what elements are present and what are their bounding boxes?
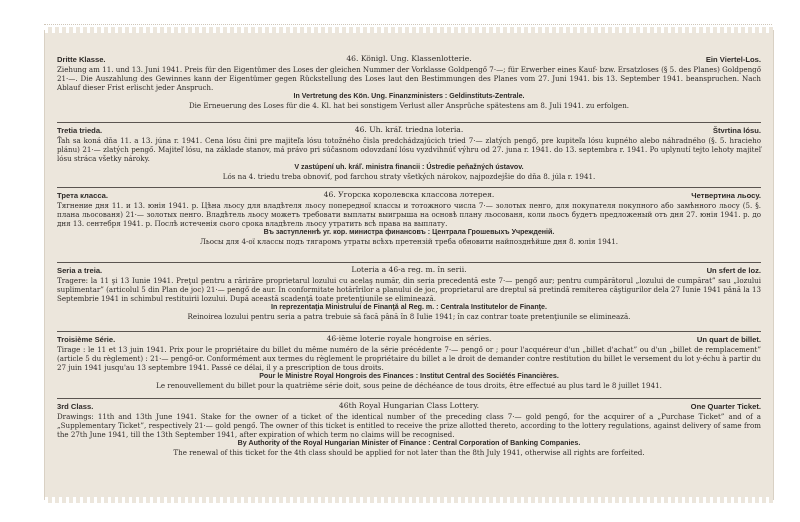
lottery-ticket-sheet bbox=[44, 30, 774, 500]
section-slovak bbox=[57, 125, 761, 181]
ticket-share-label: Un sfert de loz. bbox=[706, 266, 761, 275]
authority-line: V zastúpení uh. kráľ. ministra financii : Ústredie peňažných ústavov. bbox=[294, 163, 524, 171]
section-divider bbox=[57, 187, 761, 188]
lottery-title: 46. Угорска королевска классова лотерея. bbox=[323, 190, 495, 199]
section-rusyn bbox=[57, 190, 761, 246]
section-english bbox=[57, 401, 761, 457]
renewal-line: The renewal of this ticket for the 4th class should be applied for not later than the 8th July 1941, otherwise all rights are forfeited. bbox=[173, 448, 645, 457]
section-divider bbox=[57, 262, 761, 263]
renewal-line: Льосы для 4-ої классы подъ тягаромъ утраты всѣхъ претензій треба обновити найпозднѣйше дня 8. юлія 1941. bbox=[199, 237, 619, 246]
section-divider bbox=[57, 122, 761, 123]
section-header bbox=[57, 190, 761, 201]
authority-line: Въ заступленнѣ уг. кор. министра финансовъ : Централа Грошевыхъ Учрежденій. bbox=[263, 228, 555, 236]
renewal-line: Die Erneuerung des Loses für die 4. Kl. hat bei sonstigem Verlust aller Ansprüche spätestens am 8. Juli 1941. zu erfolgen. bbox=[188, 101, 630, 110]
section-body: Ziehung am 11. und 13. Juni 1941. Preis für den Eigentümer des Loses der gleichen Nummer der Vorklasse Goldpengő 7·—; für Erwerber eines Kauf- bzw. Ersatzloses (§ 5. des Planes) Goldpengő 21·—. Die Auszahlung des Gewinnes kann der Eigentümer gegen Rückstellung des Loses laut den Bestimmungen des Planes vom 27. Juni 1941. bis 13. September 1941. beanspruchen. Nach Ablauf dieser Frist erlischt jeder Anspruch. bbox=[57, 65, 761, 92]
authority-line: In Vertretung des Kön. Ung. Finanzministers : Geldinstituts-Zentrale. bbox=[293, 92, 525, 100]
section-header bbox=[57, 54, 761, 65]
section-divider bbox=[57, 331, 761, 332]
authority-line: In reprezentaţia Ministrului de Finanţă al Reg. m. : Centrala Institutelor de Finanţe. bbox=[271, 303, 547, 311]
lottery-title: Loteria a 46-a reg. m. în serii. bbox=[351, 265, 467, 274]
section-body: Tragere: la 11 şi 13 Iunie 1941. Preţul pentru a rărirăre proprietarul lozului cu acelaş număr, din seria precedentă este 7·— pengő aur; pentru cumpărătorul „lozului de cumpărat” sau „lozului suplimentar” (articolul 5 din Plan de joc) 21·— pengő de aur. In conformitate hotărîrilor a planului de joc, proprietarul are dreptul să pretindă remiterea câştigurilor dela 27 Iunie 1941 până la 13 Septembrie 1941 in schimbul restituirii lozului. După această scadenţă toate pretenţiunile se eliminează. bbox=[57, 276, 761, 303]
class-label: Tretia trieda. bbox=[57, 126, 103, 135]
class-label: 3rd Class. bbox=[57, 402, 94, 411]
authority-line: By Authority of the Royal Hungarian Minister of Finance : Central Corporation of Banking Companies. bbox=[237, 439, 581, 447]
section-header bbox=[57, 265, 761, 276]
ticket-share-label: Ein Viertel-Los. bbox=[705, 55, 761, 64]
renewal-line: Lós na 4. triedu treba obnoviť, pod farchou straty všetkých nárokov, najpozdejšie do dňa 8. júla r. 1941. bbox=[222, 172, 596, 181]
class-label: Troisième Série. bbox=[57, 335, 116, 344]
section-header bbox=[57, 401, 761, 412]
class-label: Seria a treia. bbox=[57, 266, 103, 275]
section-romanian bbox=[57, 265, 761, 321]
section-divider bbox=[57, 398, 761, 399]
authority-line: Pour le Ministre Royal Hongrois des Finances : Institut Central des Sociétés Financières. bbox=[259, 372, 559, 380]
lottery-title: 46-ième loterie royale hongroise en séries. bbox=[326, 334, 492, 343]
class-label: Трета класса. bbox=[57, 191, 108, 200]
renewal-line: Le renouvellement du billet pour la quatrième série doit, sous peine de déchéance de tous droits, être effectué au plus tard le 8 juillet 1941. bbox=[156, 381, 662, 390]
section-header bbox=[57, 125, 761, 136]
section-header bbox=[57, 334, 761, 345]
section-body: Тягнение дня 11. и 13. юнія 1941. р. Цѣна льосу для владѣтеля льосу попередної классы и тотожного числа 7·— золотых пенго, для покупателя покупного або замѣнного льосу (5. §. плана льосованя) 21·— золотых пенго. Владѣтель льосу можетъ требовати выплаты выигрыша на основѣ плану льосованя, коли льосъ будетъ предложеный отъ дня 27. юнія 1941. р. до дня 13. сентебря 1941. р. Послѣ истеченія сього срока владѣтель льосу утратить всѣ права на выплату. bbox=[57, 201, 761, 228]
lottery-title: 46. Königl. Ung. Klassenlotterie. bbox=[346, 54, 472, 63]
section-german bbox=[57, 54, 761, 110]
ticket-share-label: Четвертина льосу. bbox=[691, 191, 761, 200]
section-body: Tirage : le 11 et 13 juin 1941. Prix pour le propriétaire du billet du même numéro de la série précédente 7·— pengő or ; pour l'acquéreur d'un „billet d'achat” ou d'un „billet de remplacement” (article 5 du règlement) : 21·— pengő-or. Conformément aux termes du règlement le propriétaire du billet a le droit de demander contre restitution du billet le versement du lot y-échu à partir du 27 juin 1941 jusqu'au 13 septembre 1941. Passé ce délai, il y a prescription de tous droits. bbox=[57, 345, 761, 372]
renewal-line: Reinoirea lozului pentru seria a patra trebuie să facă până în 8 Iulie 1941; în caz contrar toate pretenţiunile se eliminează. bbox=[187, 312, 631, 321]
lottery-title: 46. Uh. kráľ. triedna loteria. bbox=[354, 125, 464, 134]
section-body: Ťah sa koná dňa 11. a 13. júna r. 1941. Cena lósu čini pre majiteľa lósu totožného čisla predchádzajúcich tried 7·— zlatých pengő, pre kupiteľa lósu kupného alebo náhradného (§. 5. hracieho plánu) 21·— zlatých pengő. Majiteľ lósu, na základe stanov, má právo pri súčasnom odovzdaní lósu vyzdvihnúť výhru od 27. juna r. 1941. do 13. septembra r. 1941. Po uplynutí tejto lehoty majiteľ lósu stráca všetky nároky. bbox=[57, 136, 761, 163]
class-label: Dritte Klasse. bbox=[57, 55, 106, 64]
ticket-share-label: One Quarter Ticket. bbox=[690, 402, 761, 411]
lottery-title: 46th Royal Hungarian Class Lottery. bbox=[338, 401, 480, 410]
ticket-share-label: Un quart de billet. bbox=[696, 335, 761, 344]
section-body: Drawings: 11th and 13th June 1941. Stake for the owner of a ticket of the identical number of the preceding class 7·— gold pengő, for the acquirer of a „Purchase Ticket” and of a „Supplementary Ticket”, respectively 21·— gold pengő. The owner of this ticket is entitled to receive the prize allotted thereto, according to the lottery regulations, against delivery of same from the 27th June 1941, till the 13th September 1941, after expiration of which term no claims will be recognised. bbox=[57, 412, 761, 439]
ticket-share-label: Štvrtina lósu. bbox=[712, 126, 761, 135]
section-french bbox=[57, 334, 761, 390]
